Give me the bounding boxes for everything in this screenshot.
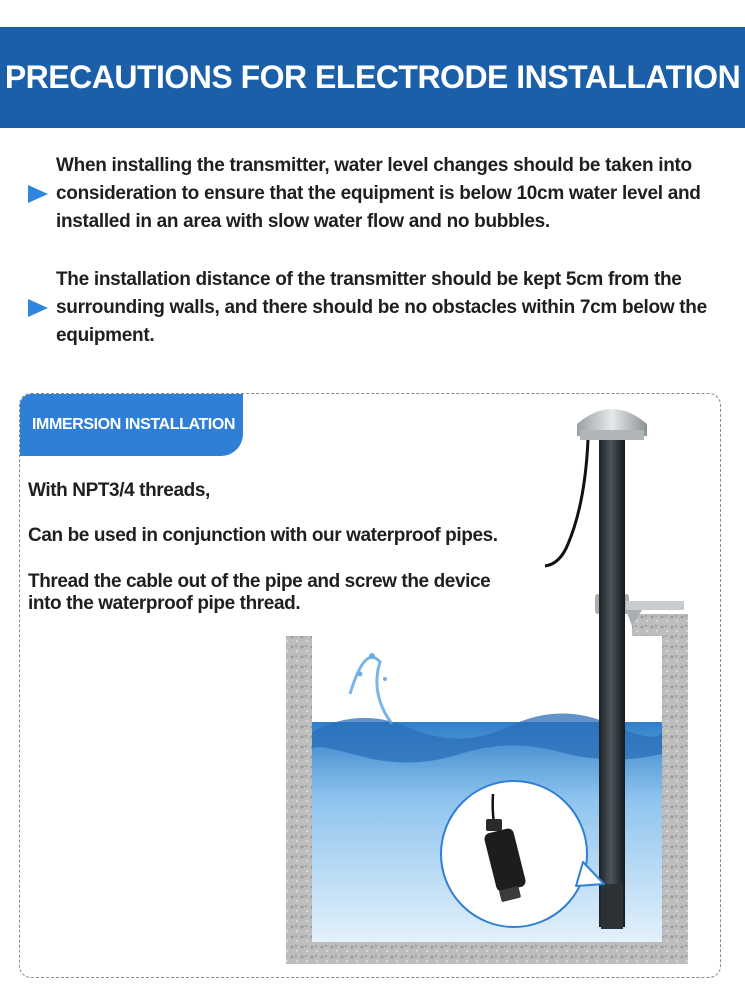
arrow-right-icon — [28, 185, 48, 203]
precaution-text: When installing the transmitter, water level changes should be taken into consideration to ensure that the equipment is below 10cm water level and installed in an area with slow water flow and no bubbles. — [56, 155, 701, 232]
precaution-item-distance — [28, 266, 728, 350]
description-line: With NPT3/4 threads, — [28, 480, 210, 501]
header-banner — [0, 27, 745, 128]
description-line: into the waterproof pipe thread. — [28, 593, 301, 614]
section-tag — [20, 394, 243, 456]
immersion-installation-panel — [19, 393, 721, 978]
arrow-right-icon — [28, 299, 48, 317]
section-tag-label: IMMERSION INSTALLATION — [32, 416, 236, 433]
description-line: Can be used in conjunction with our waterproof pipes. — [28, 525, 498, 546]
page-title: PRECAUTIONS FOR ELECTRODE INSTALLATION — [4, 59, 741, 95]
precaution-item-water-level — [28, 152, 728, 236]
precaution-text: The installation distance of the transmitter should be kept 5cm from the surrounding walls, and there should be no obstacles within 7cm below the equipment. — [56, 269, 707, 346]
description-line: Thread the cable out of the pipe and screw the device — [28, 571, 491, 592]
